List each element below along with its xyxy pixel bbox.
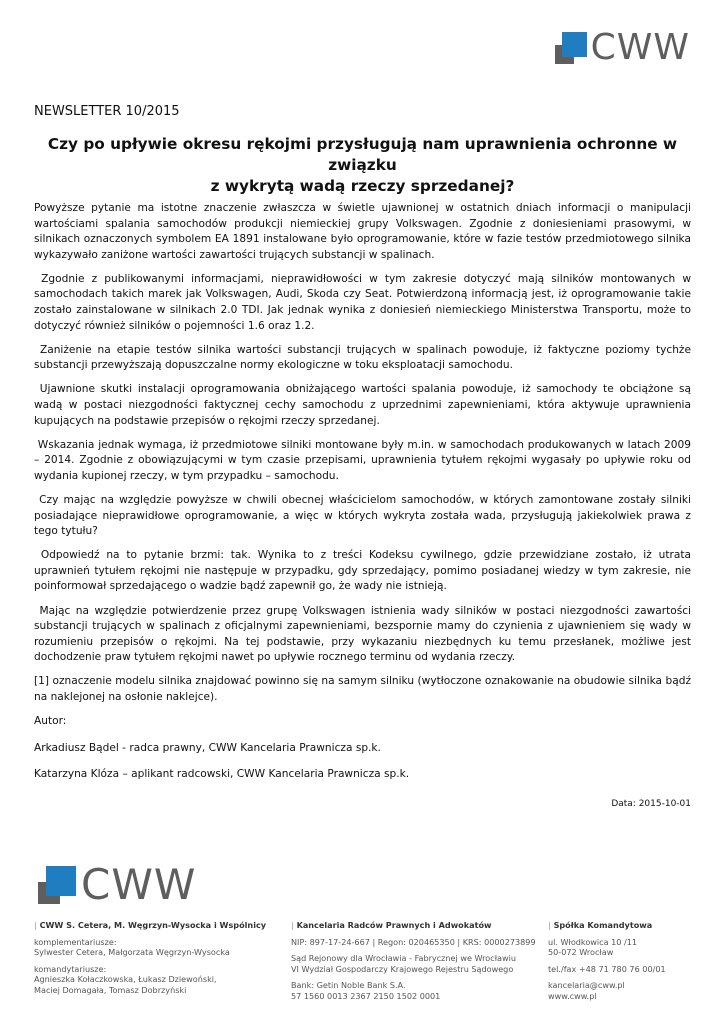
footer-column-partners: | CWW S. Cetera, M. Węgrzyn-Wysocka i Wspólnicy komplementariusze: Sylwester Cetera, Małgorzata Węgrzyn-Wysocka komandytariusze: Agnieszka Kołaczkowska, Łukasz Dziewoński, Maciej Domagała, Tomasz Dobrzyński (34, 920, 284, 996)
footer (34, 920, 694, 1010)
title-line-1: Czy po upływie okresu rękojmi przysługują nam uprawnienia ochronne w związku (47, 135, 678, 174)
logo-text: CWW (590, 27, 690, 68)
footer-line: Sąd Rejonowy dla Wrocławia - Fabrycznej we Wrocławiu (291, 953, 516, 964)
footer-email-link[interactable]: kancelaria@cww.pl (548, 980, 625, 991)
paragraph: Zaniżenie na etapie testów silnika wartości substancji trujących w spalinach powoduje, iż faktyczne poziomy tychże substancji przewyższają dopuszczalne normy ekologiczne w toku eksploatacji samochodu. (34, 343, 695, 372)
footer-line: Agnieszka Kołaczkowska, Łukasz Dziewoński, (34, 974, 217, 985)
footer-line: komplementariusze: (34, 936, 117, 947)
cww-logo-bottom (38, 860, 197, 909)
footer-line: NIP: 897-17-24-667 | Regon: 020465350 | KRS: 0000273899 (291, 936, 536, 947)
paragraph: Ujawnione skutki instalacji oprogramowania obniżającego wartości spalania powoduje, iż samochody te obciążone są wadą w postaci niezgodności faktycznej cechy samochodu z uprzednimi zapewnieniami, która aktywuje uprawnienia kupujących na podstawie przepisów o rękojmi rzeczy sprzedanej. (34, 383, 695, 427)
footer-heading: Spółka Komandytowa (553, 920, 653, 930)
footer-line: 57 1560 0013 2367 2150 1502 0001 (291, 990, 441, 1001)
cww-logo-mark-icon (38, 866, 76, 904)
footer-line: ul. Włodkowica 10 /11 (548, 936, 638, 947)
footer-line: komandytariusze: (34, 963, 107, 974)
paragraph: Zgodnie z publikowanymi informacjami, nieprawidłowości w tym zakresie dotyczyć mają silników montowanych w samochodach takich marek jak Volkswagen, Audi, Skoda czy Seat. Potwierdzoną informacją jest, iż oprogramowanie takie zostało zainstalowane w silnikach 2.0 TDI. Jak jednak wynika z doniesień niemieckiego Ministerstwa Transportu, może to dotyczyć również silników o pojemności 1.6 oraz 1.2. (34, 272, 695, 332)
footer-line: Bank: Getin Noble Bank S.A. (291, 980, 406, 991)
author-label: Autor: (34, 715, 67, 728)
footer-line: Maciej Domagała, Tomasz Dobrzyński (34, 984, 187, 995)
footer-website-link[interactable]: www.cww.pl (548, 990, 597, 1001)
footer-line: VI Wydział Gospodarczy Krajowego Rejestru Sądowego (291, 963, 514, 974)
footer-line: Sylwester Cetera, Małgorzata Węgrzyn-Wysocka (34, 947, 230, 958)
newsletter-number: NEWSLETTER 10/2015 (34, 104, 180, 119)
paragraph: Wskazania jednak wymaga, iż przedmiotowe silniki montowane były m.in. w samochodach produkowanych w latach 2009 – 2014. Zgodnie z obowiązującymi w tym czasie przepisami, uprawnienia tytułem rękojmi wygasały po upływie roku od wydania kupionej rzeczy, w tym przypadku – samochodu. (34, 438, 695, 482)
footnote: [1] oznaczenie modelu silnika znajdować powinno się na samym silniku (wytłoczone oznakowanie na obudowie silnika bądź na naklejonej na osłonie naklejce). (34, 675, 691, 704)
footer-column-contact: | Spółka Komandytowa ul. Włodkowica 10 /11 50-072 Wrocław tel./fax +48 71 780 76 00/01 kancelaria@cww.pl www.cww.pl (548, 920, 694, 1002)
article-body (34, 201, 695, 813)
cww-logo-top (555, 27, 690, 68)
publication-date: Data: 2015-10-01 (611, 798, 691, 809)
footer-heading: Kancelaria Radców Prawnych i Adwokatów (296, 920, 492, 930)
paragraph: Odpowiedź na to pytanie brzmi: tak. Wynika to z treści Kodeksu cywilnego, gdzie przewidziane zostało, iż utrata uprawnień tytułem rękojmi nie następuje w przypadku, gdy sprzedający, pomimo posiadanej wiedzy w tym zakresie, nie poinformował sprzedającego o wadzie bądź zapewnił go, że wady nie istnieją. (34, 549, 695, 593)
logo-text: CWW (81, 860, 197, 909)
footer-column-registry: | Kancelaria Radców Prawnych i Adwokatów NIP: 897-17-24-667 | Regon: 020465350 | KRS: 0000273899 Sąd Rejonowy dla Wrocławia - Fabrycznej we Wrocławiu VI Wydział Gospodarczy Krajowego Rejestru Sądowego Bank: Getin Noble Bank S.A. 57 1560 0013 2367 2150 1502 0001 (291, 920, 541, 1002)
paragraph: Powyższe pytanie ma istotne znaczenie zwłaszcza w świetle ujawnionej w ostatnich dniach informacji o manipulacji wartościami spalania samochodów produkcji niemieckiej grupy Volkswagen. Zgodnie z doniesieniami prasowymi, w silnikach oznaczonych symbolem EA 1891 instalowane było oprogramowanie, które w fazie testów przedmiotowego silnika wykazywało zaniżone wartości zawartości trujących substancji w spalinach. (34, 202, 691, 261)
author-2: Katarzyna Klóza – aplikant radcowski, CWW Kancelaria Prawnicza sp.k. (34, 768, 410, 781)
paragraph: Mając na względzie potwierdzenie przez grupę Volkswagen istnienia wady silników w postaci niezgodności zawartości substancji trujących w spalinach z oficjalnymi zapewnieniami, bezspornie mamy do czynienia z ujawnieniem się wady w rozumieniu przepisów o rękojmi. Na tej podstawie, przy wykazaniu niezbędnych ku temu przesłanek, możliwe jest dochodzenie praw tytułem rękojmi nawet po upływie rocznego terminu od wydania rzeczy. (34, 604, 695, 664)
footer-line: tel./fax +48 71 780 76 00/01 (548, 963, 666, 974)
footer-line: 50-072 Wrocław (548, 947, 614, 958)
footer-heading: CWW S. Cetera, M. Węgrzyn-Wysocka i Wspólnicy (39, 920, 267, 930)
author-1: Arkadiusz Bądel - radca prawny, CWW Kancelaria Prawnicza sp.k. (34, 741, 381, 754)
paragraph: Czy mając na względzie powyższe w chwili obecnej właścicielom samochodów, w których zamontowane zostały silniki posiadające nieprawidłowe oprogramowanie, a więc w których wykryta została wada, przysługują jakiekolwiek prawa z tego tytułu? (34, 494, 695, 538)
cww-logo-mark-icon (555, 32, 587, 64)
article-title (34, 134, 691, 197)
title-line-2: z wykrytą wadą rzeczy sprzedanej? (210, 177, 515, 195)
